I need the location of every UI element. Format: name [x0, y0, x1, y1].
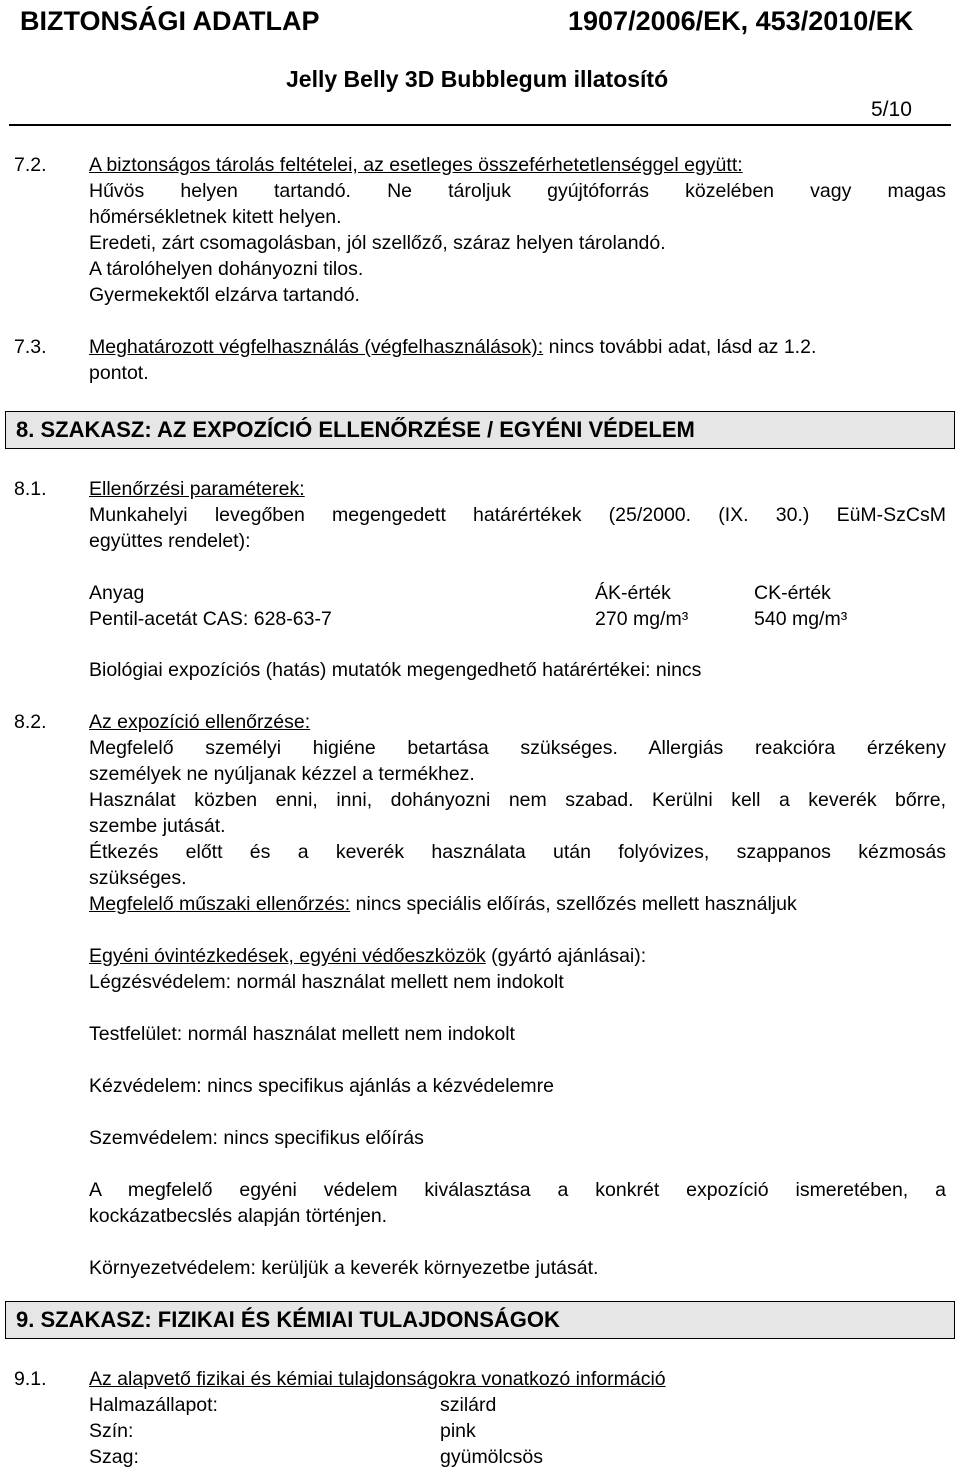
- ppe-selection-line: A megfelelő egyéni védelem kiválasztása a konkrét expozíció ismeretében, a: [89, 1179, 946, 1201]
- regulation-reference: 1907/2006/EK, 453/2010/EK: [568, 6, 914, 36]
- section-8-2-number: 8.2.: [14, 711, 47, 733]
- product-name: Jelly Belly 3D Bubblegum illatosító: [286, 66, 669, 92]
- section-8-heading: 8. SZAKASZ: AZ EXPOZÍCIÓ ELLENŐRZÉSE / EGYÉNI VÉDELEM: [5, 411, 955, 449]
- property-label: Szín:: [89, 1420, 134, 1442]
- table-cell-ak: 270 mg/m³: [595, 608, 689, 630]
- property-label: Szag:: [89, 1446, 139, 1468]
- section-8-1-number: 8.1.: [14, 478, 47, 500]
- ppe-label: Egyéni óvintézkedések, egyéni védőeszközök: [89, 945, 486, 967]
- biological-limits-text: Biológiai expozíciós (hatás) mutatók megengedhető határértékei: nincs: [89, 659, 702, 681]
- exposure-text-line: szembe jutását.: [89, 815, 226, 837]
- section-7-3-line: [89, 336, 816, 359]
- section-7-3-title: Meghatározott végfelhasználás (végfelhasználások):: [89, 336, 544, 358]
- table-cell-substance: Pentil-acetát CAS: 628-63-7: [89, 608, 332, 630]
- ppe-text: (gyártó ajánlásai):: [485, 945, 647, 967]
- technical-controls-text: nincs speciális előírás, szellőzés mellett használjuk: [350, 893, 797, 915]
- table-header-substance: Anyag: [89, 582, 145, 604]
- section-7-2-title: A biztonságos tárolás feltételei, az esetleges összeférhetetlenséggel együtt:: [89, 154, 743, 176]
- property-value: szilárd: [440, 1394, 497, 1416]
- hand-protection: Kézvédelem: nincs specifikus ajánlás a kézvédelemre: [89, 1075, 554, 1097]
- header-rule: [9, 124, 951, 126]
- exposure-text-line: szükséges.: [89, 867, 187, 889]
- section-9-1-title: Az alapvető fizikai és kémiai tulajdonságokra vonatkozó információ: [89, 1368, 666, 1390]
- section-7-2-number: 7.2.: [14, 154, 47, 176]
- property-label: Halmazállapot:: [89, 1394, 218, 1416]
- section-9-1-number: 9.1.: [14, 1368, 47, 1390]
- body-protection: Testfelület: normál használat mellett nem indokolt: [89, 1023, 515, 1045]
- section-7-3-text: nincs további adat, lásd az 1.2.: [543, 336, 817, 358]
- exposure-text-line: Megfelelő személyi higiéne betartása szükséges. Allergiás reakcióra érzékeny: [89, 737, 946, 759]
- technical-controls-label: Megfelelő műszaki ellenőrzés:: [89, 893, 351, 915]
- document-type-title: BIZTONSÁGI ADATLAP: [20, 6, 320, 36]
- section-9-heading: 9. SZAKASZ: FIZIKAI ÉS KÉMIAI TULAJDONSÁGOK: [5, 1301, 955, 1339]
- ppe-selection-line: kockázatbecslés alapján történjen.: [89, 1205, 388, 1227]
- ppe-heading-line: [89, 945, 646, 968]
- limits-text-line: Munkahelyi levegőben megengedett határértékek (25/2000. (IX. 30.) EüM-SzCsM: [89, 504, 946, 526]
- limits-text-line: együttes rendelet):: [89, 530, 251, 552]
- table-header-ak: ÁK-érték: [595, 582, 671, 604]
- storage-text-line: Hűvös helyen tartandó. Ne tároljuk gyújtóforrás közelében vagy magas: [89, 180, 946, 202]
- exposure-text-line: Használat közben enni, inni, dohányozni nem szabad. Kerülni kell a keverék bőrre,: [89, 789, 946, 811]
- technical-controls-line: [89, 893, 797, 916]
- exposure-text-line: személyek ne nyúljanak kézzel a termékhez.: [89, 763, 475, 785]
- storage-text-line: A tárolóhelyen dohányozni tilos.: [89, 258, 364, 280]
- storage-text-line: Gyermekektől elzárva tartandó.: [89, 284, 360, 306]
- eye-protection: Szemvédelem: nincs specifikus előírás: [89, 1127, 424, 1149]
- section-8-2-title: Az expozíció ellenőrzése:: [89, 711, 311, 733]
- section-7-3-text-cont: pontot.: [89, 362, 149, 384]
- respiratory-protection: Légzésvédelem: normál használat mellett nem indokolt: [89, 971, 564, 993]
- page-number: 5/10: [871, 98, 912, 121]
- exposure-text-line: Étkezés előtt és a keverék használata után folyóvizes, szappanos kézmosás: [89, 841, 946, 863]
- storage-text-line: Eredeti, zárt csomagolásban, jól szellőző, száraz helyen tárolandó.: [89, 232, 666, 254]
- table-header-ck: CK-érték: [754, 582, 831, 604]
- section-8-1-title: Ellenőrzési paraméterek:: [89, 478, 305, 500]
- property-value: pink: [440, 1420, 476, 1442]
- environmental-protection: Környezetvédelem: kerüljük a keverék környezetbe jutását.: [89, 1257, 599, 1279]
- storage-text-line: hőmérsékletnek kitett helyen.: [89, 206, 342, 228]
- section-7-3-number: 7.3.: [14, 336, 47, 358]
- table-cell-ck: 540 mg/m³: [754, 608, 848, 630]
- property-value: gyümölcsös: [440, 1446, 543, 1468]
